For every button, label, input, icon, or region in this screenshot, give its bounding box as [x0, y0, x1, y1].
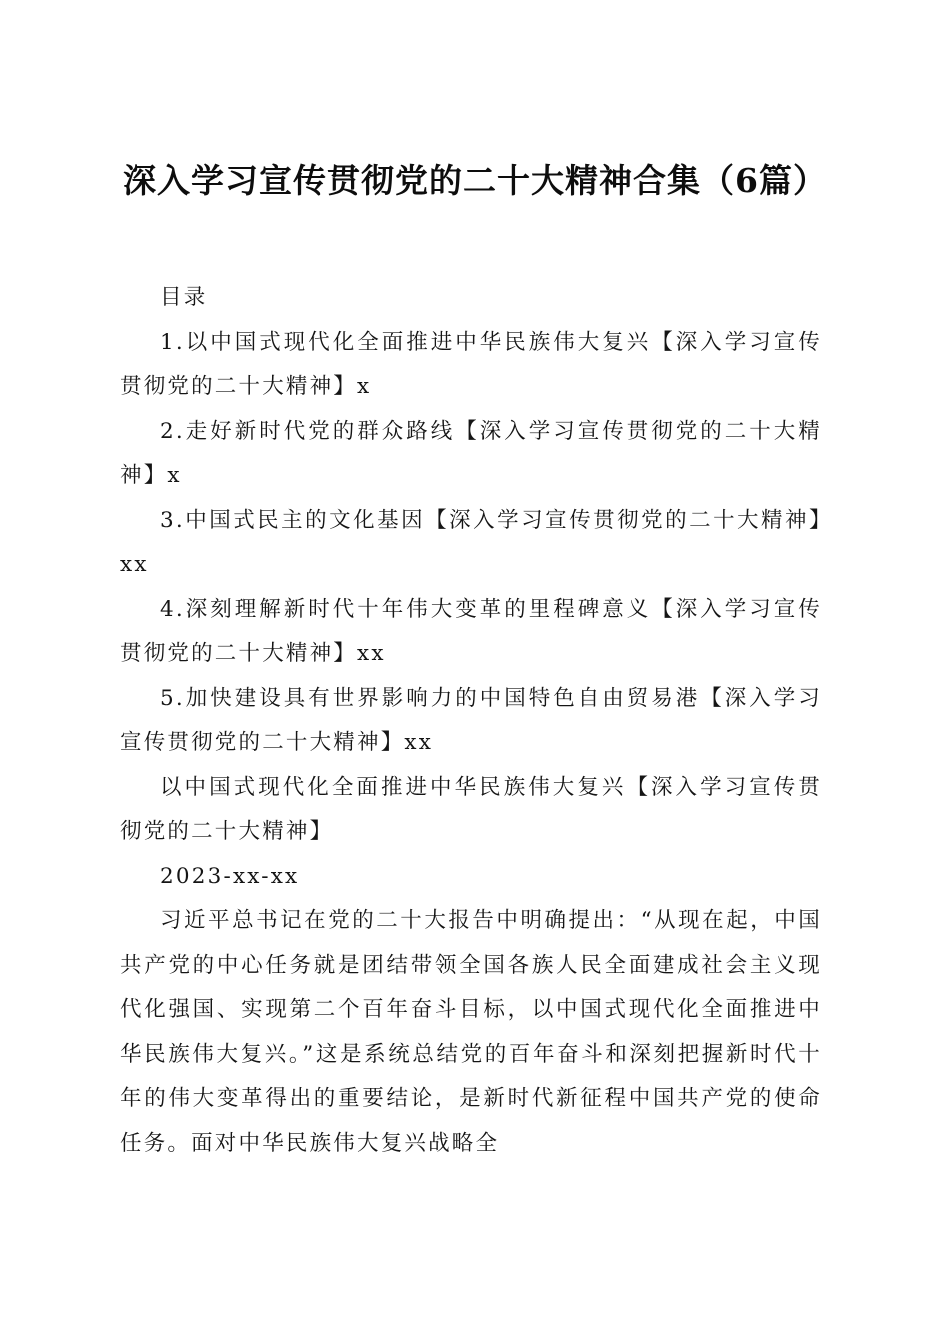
- article-paragraph: 习近平总书记在党的二十大报告中明确提出：“从现在起，中国共产党的中心任务就是团结带领全国各族人民全面建成社会主义现代化强国、实现第二个百年奋斗目标，以中国式现代化全面推进中华民族伟大复兴。”这是系统总结党的百年奋斗和深刻把握新时代十年的伟大变革得出的重要结论，是新时代新征程中国共产党的使命任务。面对中华民族伟大复兴战略全: [120, 908, 822, 1156]
- toc-item: 5.加快建设具有世界影响力的中国特色自由贸易港【深入学习宣传贯彻党的二十大精神】xx: [120, 685, 822, 755]
- toc-item: 1.以中国式现代化全面推进中华民族伟大复兴【深入学习宣传贯彻党的二十大精神】x: [120, 329, 822, 399]
- toc-item: 2.走好新时代党的群众路线【深入学习宣传贯彻党的二十大精神】x: [120, 418, 822, 488]
- article-date: 2023-xx-xx: [160, 863, 300, 889]
- toc-heading: 目录: [160, 285, 208, 310]
- document-title: 深入学习宣传贯彻党的二十大精神合集（6篇）: [123, 161, 827, 201]
- document-body: [120, 276, 822, 1166]
- toc-item: 4.深刻理解新时代十年伟大变革的里程碑意义【深入学习宣传贯彻党的二十大精神】xx: [120, 596, 822, 666]
- article-title: 以中国式现代化全面推进中华民族伟大复兴【深入学习宣传贯彻党的二十大精神】: [120, 774, 822, 844]
- toc-item: 3.中国式民主的文化基因【深入学习宣传贯彻党的二十大精神】xx: [120, 507, 822, 577]
